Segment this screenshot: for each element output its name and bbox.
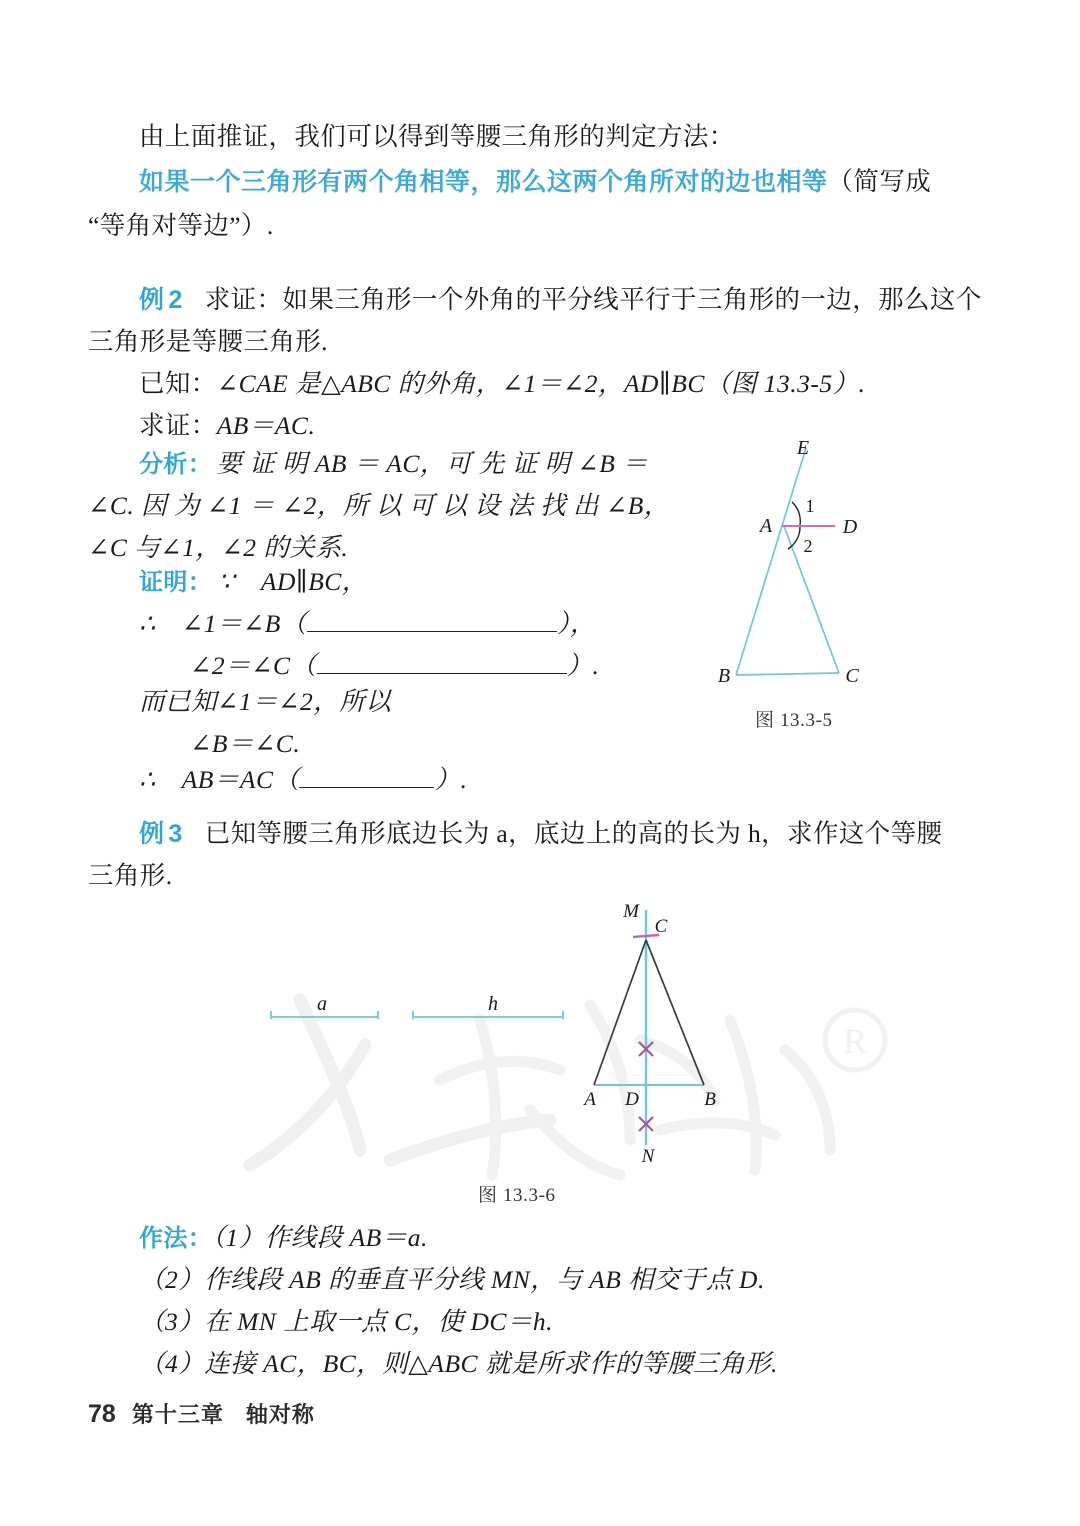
example3-number: 3 — [168, 820, 183, 848]
theorem-statement-line-2 — [88, 204, 274, 248]
proof-label: 证明： — [139, 569, 213, 596]
proof-line5: ∠B＝∠C. — [190, 729, 301, 758]
figure1-label-angle1: 1 — [805, 496, 815, 516]
analysis-line3: ∠C 与∠1，∠2 的关系. — [88, 533, 349, 562]
fill-blank-3[interactable] — [299, 768, 434, 788]
example2-prove-text: AB＝AC. — [216, 411, 316, 440]
proof-line6-prefix: ∴ AB＝AC（ — [139, 765, 300, 794]
example3-statement-line2-row — [88, 854, 172, 898]
proof-line4: 而已知∠1＝∠2，所以 — [139, 687, 392, 716]
figure2-label-D: D — [625, 1089, 639, 1110]
example2-prove-label: 求证： — [139, 411, 217, 440]
proof-line2-prefix: ∴ ∠1＝∠B（ — [139, 609, 307, 638]
page-number: 78 — [88, 1400, 116, 1428]
intro-text: 由上面推证，我们可以得到等腰三角形的判定方法： — [139, 122, 735, 151]
example2-statement-line2: 三角形是等腰三角形. — [88, 327, 328, 356]
figure2-label-A: A — [584, 1089, 596, 1110]
theorem-tail: （简写成 — [827, 167, 932, 196]
fill-blank-1[interactable] — [307, 612, 557, 632]
example3-statement-line2: 三角形. — [88, 861, 173, 890]
figure2-label-a: a — [317, 993, 327, 1015]
example2-label: 例 — [139, 286, 165, 314]
figure1-label-angle2: 2 — [803, 536, 813, 556]
construction-step-1: （1）作线段 AB＝a. — [212, 1223, 428, 1252]
svg-text:R: R — [842, 1021, 868, 1061]
proof-line3-prefix: ∠2＝∠C（ — [190, 651, 317, 680]
example2-heading — [139, 278, 982, 322]
figure-13-3-6-caption: 图 13.3-6 — [478, 1185, 556, 1206]
proof-line6-suffix: ）. — [434, 765, 468, 794]
example2-proof-row-1 — [139, 560, 368, 605]
analysis-line1: 要 证 明 AB ＝ AC，可 先 证 明 ∠B ＝ — [216, 449, 649, 478]
method-label: 作法： — [139, 1225, 213, 1252]
figure2-label-N: N — [641, 1146, 655, 1167]
example2-analysis-row-2 — [88, 484, 670, 528]
figure1-label-C: C — [845, 665, 859, 687]
angle-2-arc — [788, 527, 800, 549]
segment-BC — [736, 673, 839, 675]
theorem-line2-text: “等角对等边”）. — [88, 211, 274, 240]
construction-step-2: （2）作线段 AB 的垂直平分线 MN，与 AB 相交于点 D. — [139, 1265, 765, 1294]
page-footer — [88, 1398, 315, 1429]
fill-blank-2[interactable] — [317, 654, 567, 674]
construction-step-3: （3）在 MN 上取一点 C，使 DC＝h. — [139, 1307, 554, 1336]
construction-step-2-row — [139, 1258, 765, 1302]
angle-1-arc — [792, 502, 800, 525]
analysis-label: 分析： — [139, 451, 213, 478]
figure1-label-A: A — [759, 515, 773, 537]
figure2-label-B: B — [704, 1089, 716, 1110]
construction-step-3-row — [139, 1300, 553, 1344]
example3-label: 例 — [139, 820, 165, 848]
figure1-label-D: D — [842, 516, 858, 538]
figure2-label-M: M — [623, 901, 639, 922]
figure-13-3-5-caption: 图 13.3-5 — [755, 710, 833, 731]
example2-given-text: ∠CAE 是△ABC 的外角，∠1＝∠2，AD∥BC（图 13.3-5）. — [216, 369, 866, 398]
theorem-highlight: 如果一个三角形有两个角相等，那么这两个角所对的边也相等 — [139, 168, 828, 196]
example2-proof-row-2 — [139, 602, 596, 646]
figure-13-3-6 — [250, 890, 750, 1180]
example2-given-row — [139, 362, 865, 406]
example2-proof-row-4 — [139, 680, 391, 724]
example2-given-label: 已知： — [139, 369, 217, 398]
figure1-label-E: E — [796, 437, 810, 459]
example2-proof-row-6 — [139, 758, 467, 802]
figure2-label-C: C — [654, 916, 668, 937]
example2-analysis-row-1 — [139, 442, 648, 487]
example2-statement-line1: 求证：如果三角形一个外角的平分线平行于三角形的一边，那么这个 — [204, 285, 982, 314]
construction-step-4: （4）连接 AC，BC，则△ABC 就是所求作的等腰三角形. — [139, 1349, 778, 1378]
example3-heading — [139, 812, 942, 856]
segment-BE — [736, 448, 806, 675]
figure2-label-h: h — [488, 993, 498, 1015]
figure1-label-B: B — [717, 665, 731, 687]
theorem-statement-line-1 — [139, 160, 931, 204]
construction-step-1-row — [139, 1216, 428, 1261]
proof-line1: ∵ AD∥BC， — [218, 567, 368, 596]
segment-BC — [646, 940, 704, 1085]
intro-line-1 — [139, 115, 735, 159]
proof-line2-suffix: ）， — [556, 609, 597, 638]
section-title: 轴对称 — [245, 1402, 315, 1427]
example3-statement-line1: 已知等腰三角形底边长为 a，底边上的高的长为 h，求作这个等腰 — [204, 819, 943, 848]
segment-AC — [594, 940, 646, 1085]
construction-step-4-row — [139, 1342, 778, 1386]
proof-line3-suffix: ）. — [566, 651, 600, 680]
example2-number: 2 — [168, 286, 183, 314]
analysis-line2: ∠C. 因 为 ∠1 ＝ ∠2，所 以 可 以 设 法 找 出 ∠B， — [88, 491, 670, 520]
example2-statement-line2-row — [88, 320, 328, 364]
chapter-title: 第十三章 — [131, 1402, 224, 1427]
figure-13-3-5 — [700, 430, 980, 700]
